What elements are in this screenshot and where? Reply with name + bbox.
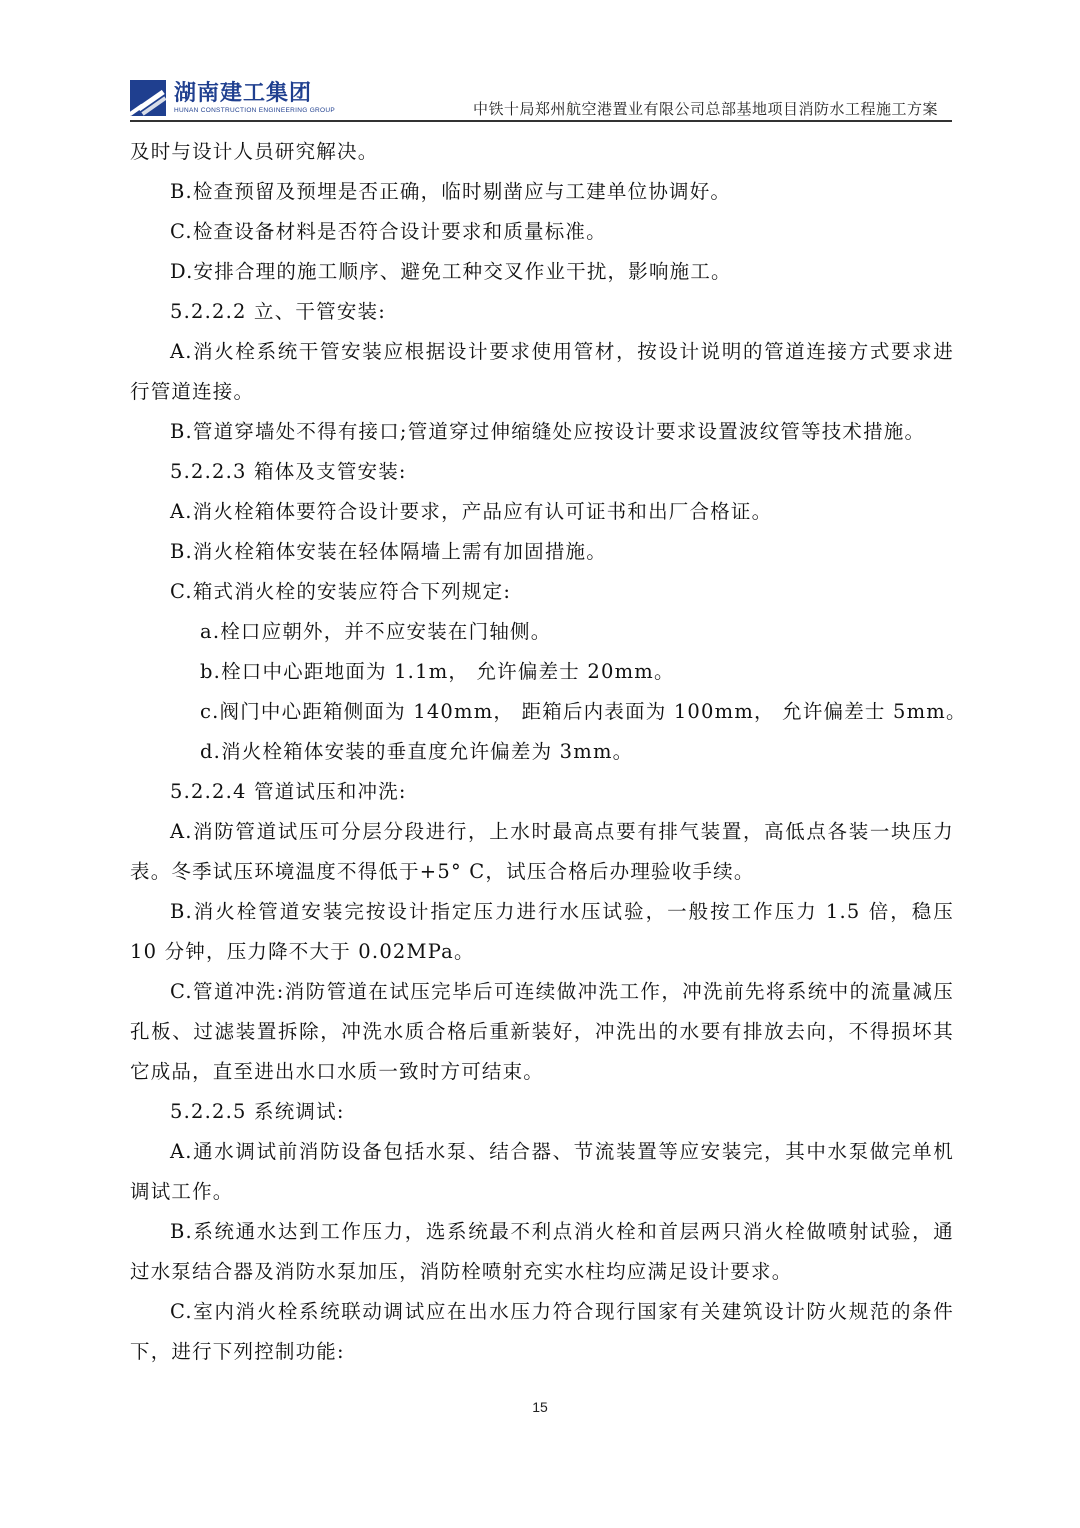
item-c-linkage-test: C.室内消火栓系统联动调试应在出水压力符合现行国家有关建筑设计防火规范的条件下，进行下列控制功能:: [130, 1300, 954, 1363]
subitem-b-outlet-height: b.栓口中心距地面为 1.1m， 允许偏差士 20mm。: [200, 660, 675, 683]
item-a-pressure-test: A.消防管道试压可分层分段进行，上水时最高点要有排气装置，高低点各装一块压力表。冬季试压环境温度不得低于+5° C，试压合格后办理验收手续。: [130, 820, 954, 883]
section-heading-5-2-2-5: 5.2.2.5 系统调试:: [170, 1100, 345, 1123]
item-a-cabinet-requirements: A.消火栓箱体要符合设计要求，产品应有认可证书和出厂合格证。: [170, 500, 773, 523]
item-b-cabinet-reinforcement: B.消火栓箱体安装在轻体隔墙上需有加固措施。: [170, 540, 607, 563]
item-a-commissioning: A.通水调试前消防设备包括水泵、结合器、节流装置等应安装完，其中水泵做完单机调试工作。: [130, 1140, 954, 1203]
item-b-check-embedded: B.检查预留及预埋是否正确，临时剔凿应与工建单位协调好。: [170, 180, 732, 203]
document-title: 中铁十局郑州航空港置业有限公司总部基地项目消防水工程施工方案: [472, 100, 938, 118]
subitem-a-outlet: a.栓口应朝外，并不应安装在门轴侧。: [200, 620, 552, 643]
subitem-d-verticality: d.消火栓箱体安装的垂直度允许偏差为 3mm。: [200, 740, 634, 763]
header-divider: [130, 120, 952, 122]
document-body: [130, 132, 967, 1372]
item-b-hydrostatic-test: B.消火栓管道安装完按设计指定压力进行水压试验，一般按工作压力 1.5 倍，稳压 10 分钟，压力降不大于 0.02MPa。: [130, 900, 954, 963]
item-c-check-materials: C.检查设备材料是否符合设计要求和质量标准。: [170, 220, 607, 243]
section-heading-5-2-2-3: 5.2.2.3 箱体及支管安装:: [170, 460, 407, 483]
subitem-c-valve-distance: c.阀门中心距箱侧面为 140mm， 距箱后内表面为 100mm， 允许偏差士 5mm。: [200, 700, 967, 723]
item-b-wall-penetration: B.管道穿墙处不得有接口;管道穿过伸缩缝处应按设计要求设置波纹管等技术措施。: [170, 420, 926, 443]
item-c-box-hydrant-rules: C.箱式消火栓的安装应符合下列规定:: [170, 580, 512, 603]
page-number: 15: [532, 1399, 548, 1415]
company-logo: [130, 78, 335, 118]
item-a-main-pipe: A.消火栓系统干管安装应根据设计要求使用管材，按设计说明的管道连接方式要求进行管道连接。: [130, 340, 954, 403]
logo-mark-icon: [130, 80, 166, 116]
logo-english-name: HUNAN CONSTRUCTION ENGINEERING GROUP: [174, 106, 336, 114]
logo-chinese-name: 湖南建工集团: [174, 80, 313, 106]
item-b-spray-test: B.系统通水达到工作压力，选系统最不利点消火栓和首层两只消火栓做喷射试验，通过水泵结合器及消防水泵加压，消防栓喷射充实水柱均应满足设计要求。: [130, 1220, 954, 1283]
section-heading-5-2-2-2: 5.2.2.2 立、干管安装:: [170, 300, 386, 323]
item-d-sequence: D.安排合理的施工顺序、避免工种交叉作业干扰，影响施工。: [170, 260, 732, 283]
section-heading-5-2-2-4: 5.2.2.4 管道试压和冲洗:: [170, 780, 407, 803]
page-header: [130, 72, 952, 122]
paragraph-continuation: 及时与设计人员研究解决。: [130, 140, 379, 163]
item-c-flushing: C.管道冲洗:消防管道在试压完毕后可连续做冲洗工作，冲洗前先将系统中的流量减压孔板、过滤装置拆除，冲洗水质合格后重新装好，冲洗出的水要有排放去向，不得损坏其它成品，直至进出水口水质一致时方可结束。: [130, 980, 954, 1083]
